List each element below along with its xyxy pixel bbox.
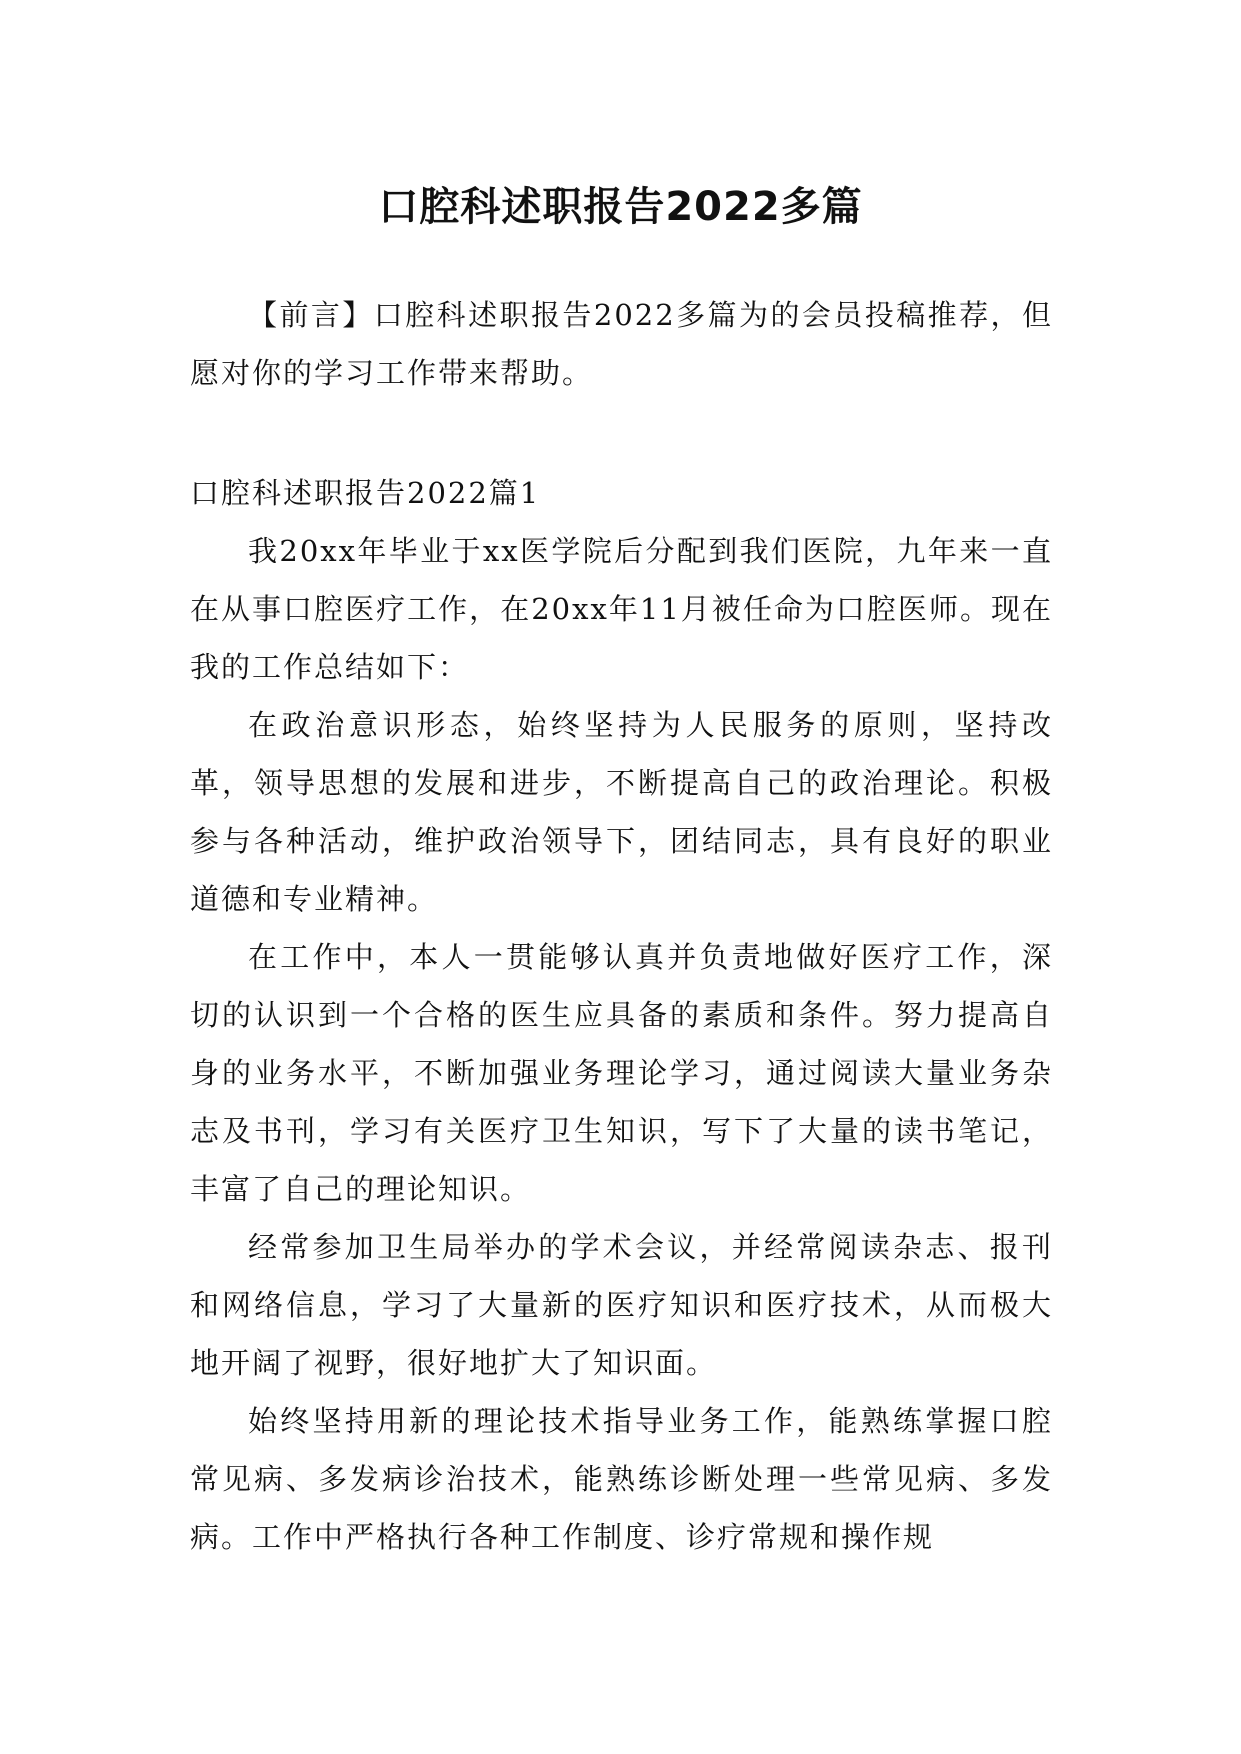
body-paragraph: 始终坚持用新的理论技术指导业务工作，能熟练掌握口腔常见病、多发病诊治技术，能熟练诊断处理一些常见病、多发病。工作中严格执行各种工作制度、诊疗常规和操作规 (190, 1404, 1053, 1554)
body-paragraph: 我20xx年毕业于xx医学院后分配到我们医院，九年来一直在从事口腔医疗工作，在20xx年11月被任命为口腔医师。现在我的工作总结如下： (190, 534, 1053, 684)
document-title: 口腔科述职报告2022多篇 (378, 183, 863, 230)
section-heading: 口腔科述职报告2022篇1 (190, 476, 541, 510)
body-paragraph: 在政治意识形态，始终坚持为人民服务的原则，坚持改革，领导思想的发展和进步，不断提高自己的政治理论。积极参与各种活动，维护政治领导下，团结同志，具有良好的职业道德和专业精神。 (190, 708, 1053, 916)
body-paragraph: 在工作中，本人一贯能够认真并负责地做好医疗工作，深切的认识到一个合格的医生应具备的素质和条件。努力提高自身的业务水平，不断加强业务理论学习，通过阅读大量业务杂志及书刊，学习有关医疗卫生知识，写下了大量的读书笔记，丰富了自己的理论知识。 (190, 940, 1053, 1206)
body-paragraph: 经常参加卫生局举办的学术会议，并经常阅读杂志、报刊和网络信息，学习了大量新的医疗知识和医疗技术，从而极大地开阔了视野，很好地扩大了知识面。 (190, 1230, 1053, 1380)
preface-paragraph: 【前言】口腔科述职报告2022多篇为的会员投稿推荐，但愿对你的学习工作带来帮助。 (190, 298, 1053, 390)
